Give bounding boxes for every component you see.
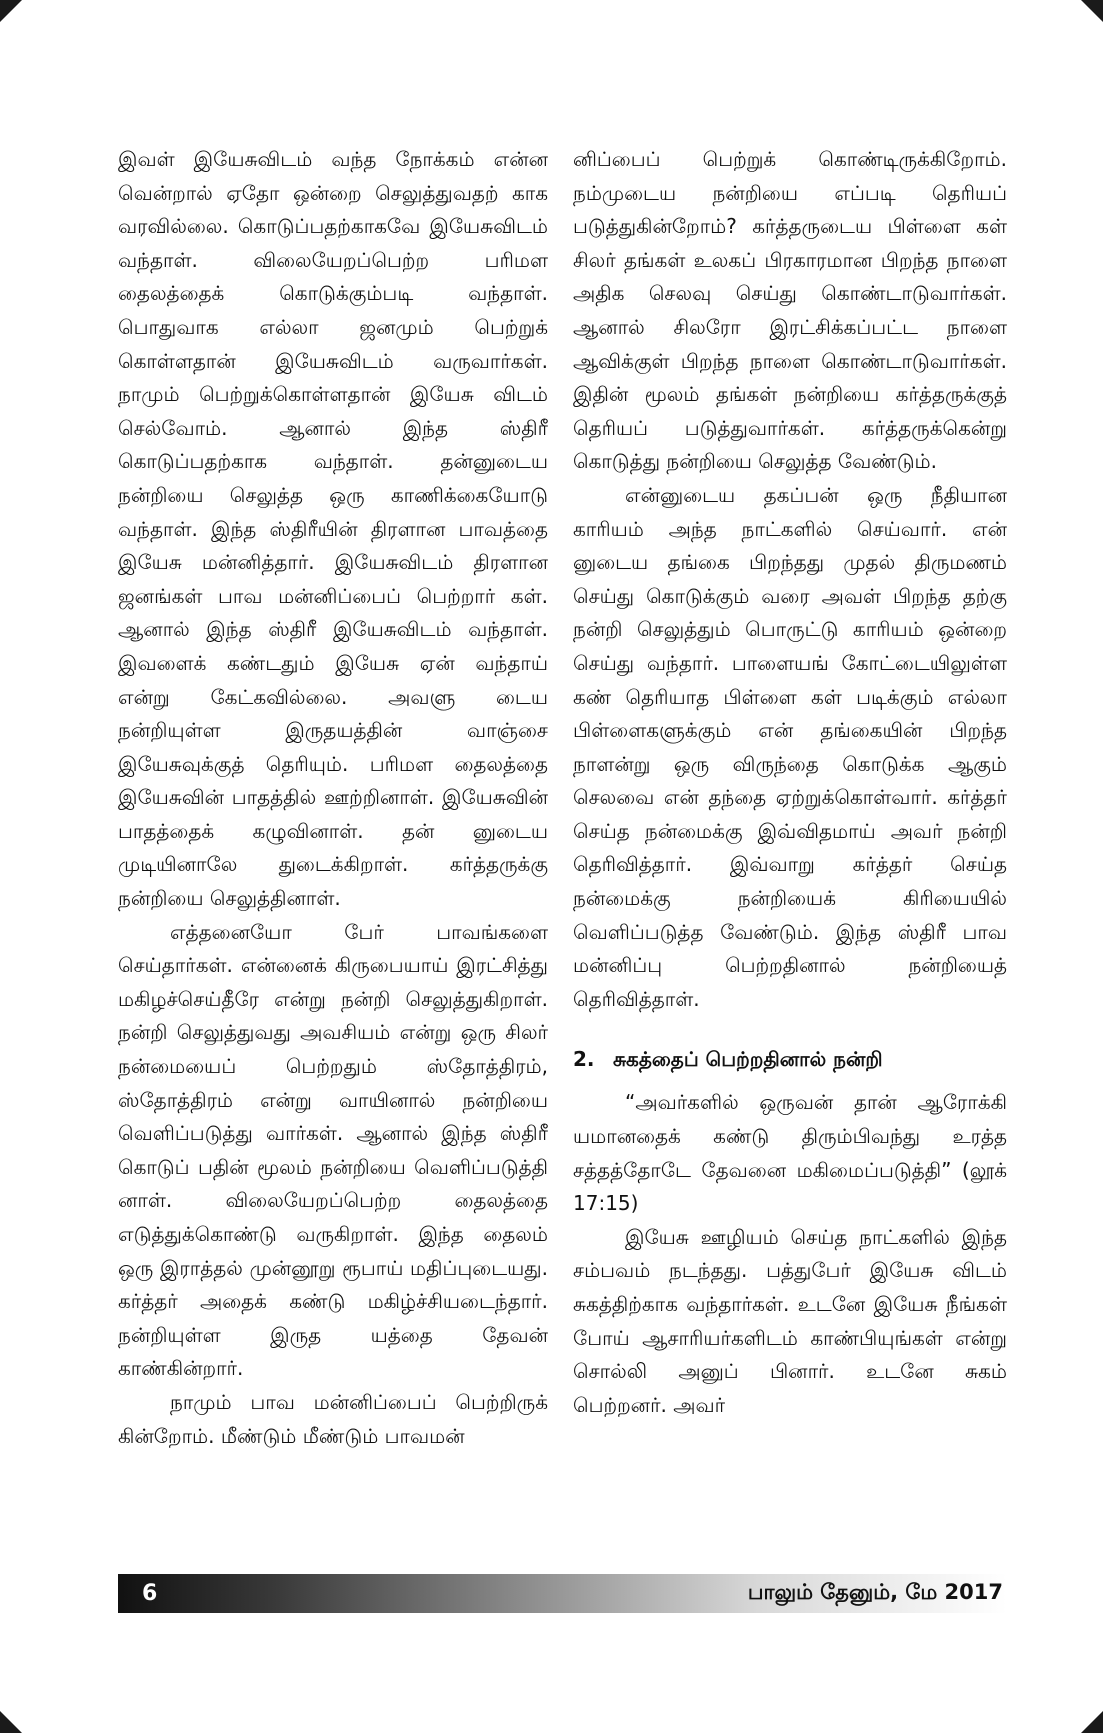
left-column xyxy=(118,143,548,1453)
body-paragraph: என்னுடைய தகப்பன் ஒரு நீதியான காரியம் அந்த நாட்களில் செய்வார். என் னுடைய தங்கை பிறந்தது முதல் திருமணம் செய்து கொடுக்கும் வரை அவள் பிறந்த தற்கு நன்றி செலுத்தும் பொருட்டு காரியம் ஒன்றை செய்து வந்தார். பாளையங் கோட்டையிலுள்ள கண் தெரியாத பிள்ளை கள் படிக்கும் எல்லா பிள்ளைகளுக்கும் என் தங்கையின் பிறந்த நாளன்று ஒரு விருந்தை கொடுக்க ஆகும் செலவை என் தந்தை ஏற்றுக்கொள்வார். கர்த்தர் செய்த நன்மைக்கு இவ்விதமாய் அவர் நன்றி தெரிவித்தார். இவ்வாறு கர்த்தர் செய்த நன்மைக்கு நன்றியைக் கிரியையில் வெளிப்படுத்த வேண்டும். இந்த ஸ்திரீ பாவ மன்னிப்பு பெற்றதினால் நன்றியைத் தெரிவித்தாள். xyxy=(573,482,1007,1011)
corner-mark-top-right xyxy=(1081,0,1103,22)
body-paragraph: னிப்பைப் பெற்றுக் கொண்டிருக்கிறோம். நம்முடைய நன்றியை எப்படி தெரியப் படுத்துகின்றோம்? கர்த்தருடைய பிள்ளை கள் சிலர் தங்கள் உலகப் பிரகாரமான பிறந்த நாளை அதிக செலவு செய்து கொண்டாடுவார்கள். ஆனால் சிலரோ இரட்சிக்கப்பட்ட நாளை ஆவிக்குள் பிறந்த நாளை கொண்டாடுவார்கள். இதின் மூலம் தங்கள் நன்றியை கர்த்தருக்குத் தெரியப் படுத்துவார்கள். கர்த்தருக்கென்று கொடுத்து நன்றியை செலுத்த வேண்டும். xyxy=(573,147,1007,474)
body-paragraph: இவள் இயேசுவிடம் வந்த நோக்கம் என்ன வென்றால் ஏதோ ஒன்றை செலுத்துவதற் காக வரவில்லை. கொடுப்பதற்காகவே இயேசுவிடம் வந்தாள். விலையேறப்பெற்ற பரிமள தைலத்தைக் கொடுக்கும்படி வந்தாள். பொதுவாக எல்லா ஜனமும் பெற்றுக் கொள்ளதான் இயேசுவிடம் வருவார்கள். நாமும் பெற்றுக்கொள்ளதான் இயேசு விடம் செல்வோம். ஆனால் இந்த ஸ்திரீ கொடுப்பதற்காக வந்தாள். தன்னுடைய நன்றியை செலுத்த ஒரு காணிக்கையோடு வந்தாள். இந்த ஸ்திரீயின் திரளான பாவத்தை இயேசு மன்னித்தார். இயேசுவிடம் திரளான ஜனங்கள் பாவ மன்னிப்பைப் பெற்றார் கள். ஆனால் இந்த ஸ்திரீ இயேசுவிடம் வந்தாள். இவளைக் கண்டதும் இயேசு ஏன் வந்தாய் என்று கேட்கவில்லை. அவளு டைய நன்றியுள்ள இருதயத்தின் வாஞ்சை இயேசுவுக்குத் தெரியும். பரிமள தைலத்தை இயேசுவின் பாதத்தில் ஊற்றினாள். இயேசுவின் பாதத்தைக் கழுவினாள். தன் னுடைய முடியினாலே துடைக்கிறாள். கர்த்தருக்கு நன்றியை செலுத்தினாள். xyxy=(118,147,548,911)
body-paragraph: எத்தனையோ பேர் பாவங்களை செய்தார்கள். என்னைக் கிருபையாய் இரட்சித்து மகிழச்செய்தீரே என்று நன்றி செலுத்துகிறாள். நன்றி செலுத்துவது அவசியம் என்று ஒரு சிலர் நன்மையைப் பெற்றதும் ஸ்தோத்திரம், ஸ்தோத்திரம் என்று வாயினால் நன்றியை வெளிப்படுத்து வார்கள். ஆனால் இந்த ஸ்திரீ கொடுப் பதின் மூலம் நன்றியை வெளிப்படுத்தி னாள். விலையேறப்பெற்ற தைலத்தை எடுத்துக்கொண்டு வருகிறாள். இந்த தைலம் ஒரு இராத்தல் முன்னூறு ரூபாய் மதிப்புடையது. கர்த்தர் அதைக் கண்டு மகிழ்ச்சியடைந்தார். நன்றியுள்ள இருத யத்தை தேவன் காண்கின்றார். xyxy=(118,919,548,1381)
section-title: சுகத்தைப் பெற்றதினால் நன்றி xyxy=(613,1047,883,1072)
corner-mark-top-left xyxy=(0,0,22,22)
section-heading xyxy=(573,1042,1007,1076)
magazine-issue: பாலும் தேனும், மே 2017 xyxy=(747,1580,1003,1604)
right-column xyxy=(573,143,1007,1422)
scripture-quote: “அவர்களில் ஒருவன் தான் ஆரோக்கி யமானதைக் கண்டு திரும்பிவந்து உரத்த சத்தத்தோடே தேவனை மகிமைப்படுத்தி” (லூக் 17:15) xyxy=(573,1090,1007,1216)
body-paragraph: நாமும் பாவ மன்னிப்பைப் பெற்றிருக் கின்றோம். மீண்டும் மீண்டும் பாவமன் xyxy=(118,1389,548,1448)
body-paragraph: இயேசு ஊழியம் செய்த நாட்களில் இந்த சம்பவம் நடந்தது. பத்துபேர் இயேசு விடம் சுகத்திற்காக வந்தார்கள். உடனே இயேசு நீங்கள் போய் ஆசாரியர்களிடம் காண்பியுங்கள் என்று சொல்லி அனுப் பினார். உடனே சுகம் பெற்றனர். அவர் xyxy=(573,1224,1007,1417)
page-number: 6 xyxy=(142,1581,158,1606)
corner-mark-bottom-right xyxy=(1081,1711,1103,1733)
page-footer xyxy=(118,1574,1007,1613)
corner-mark-bottom-left xyxy=(0,1711,22,1733)
section-number: 2. xyxy=(573,1047,595,1072)
